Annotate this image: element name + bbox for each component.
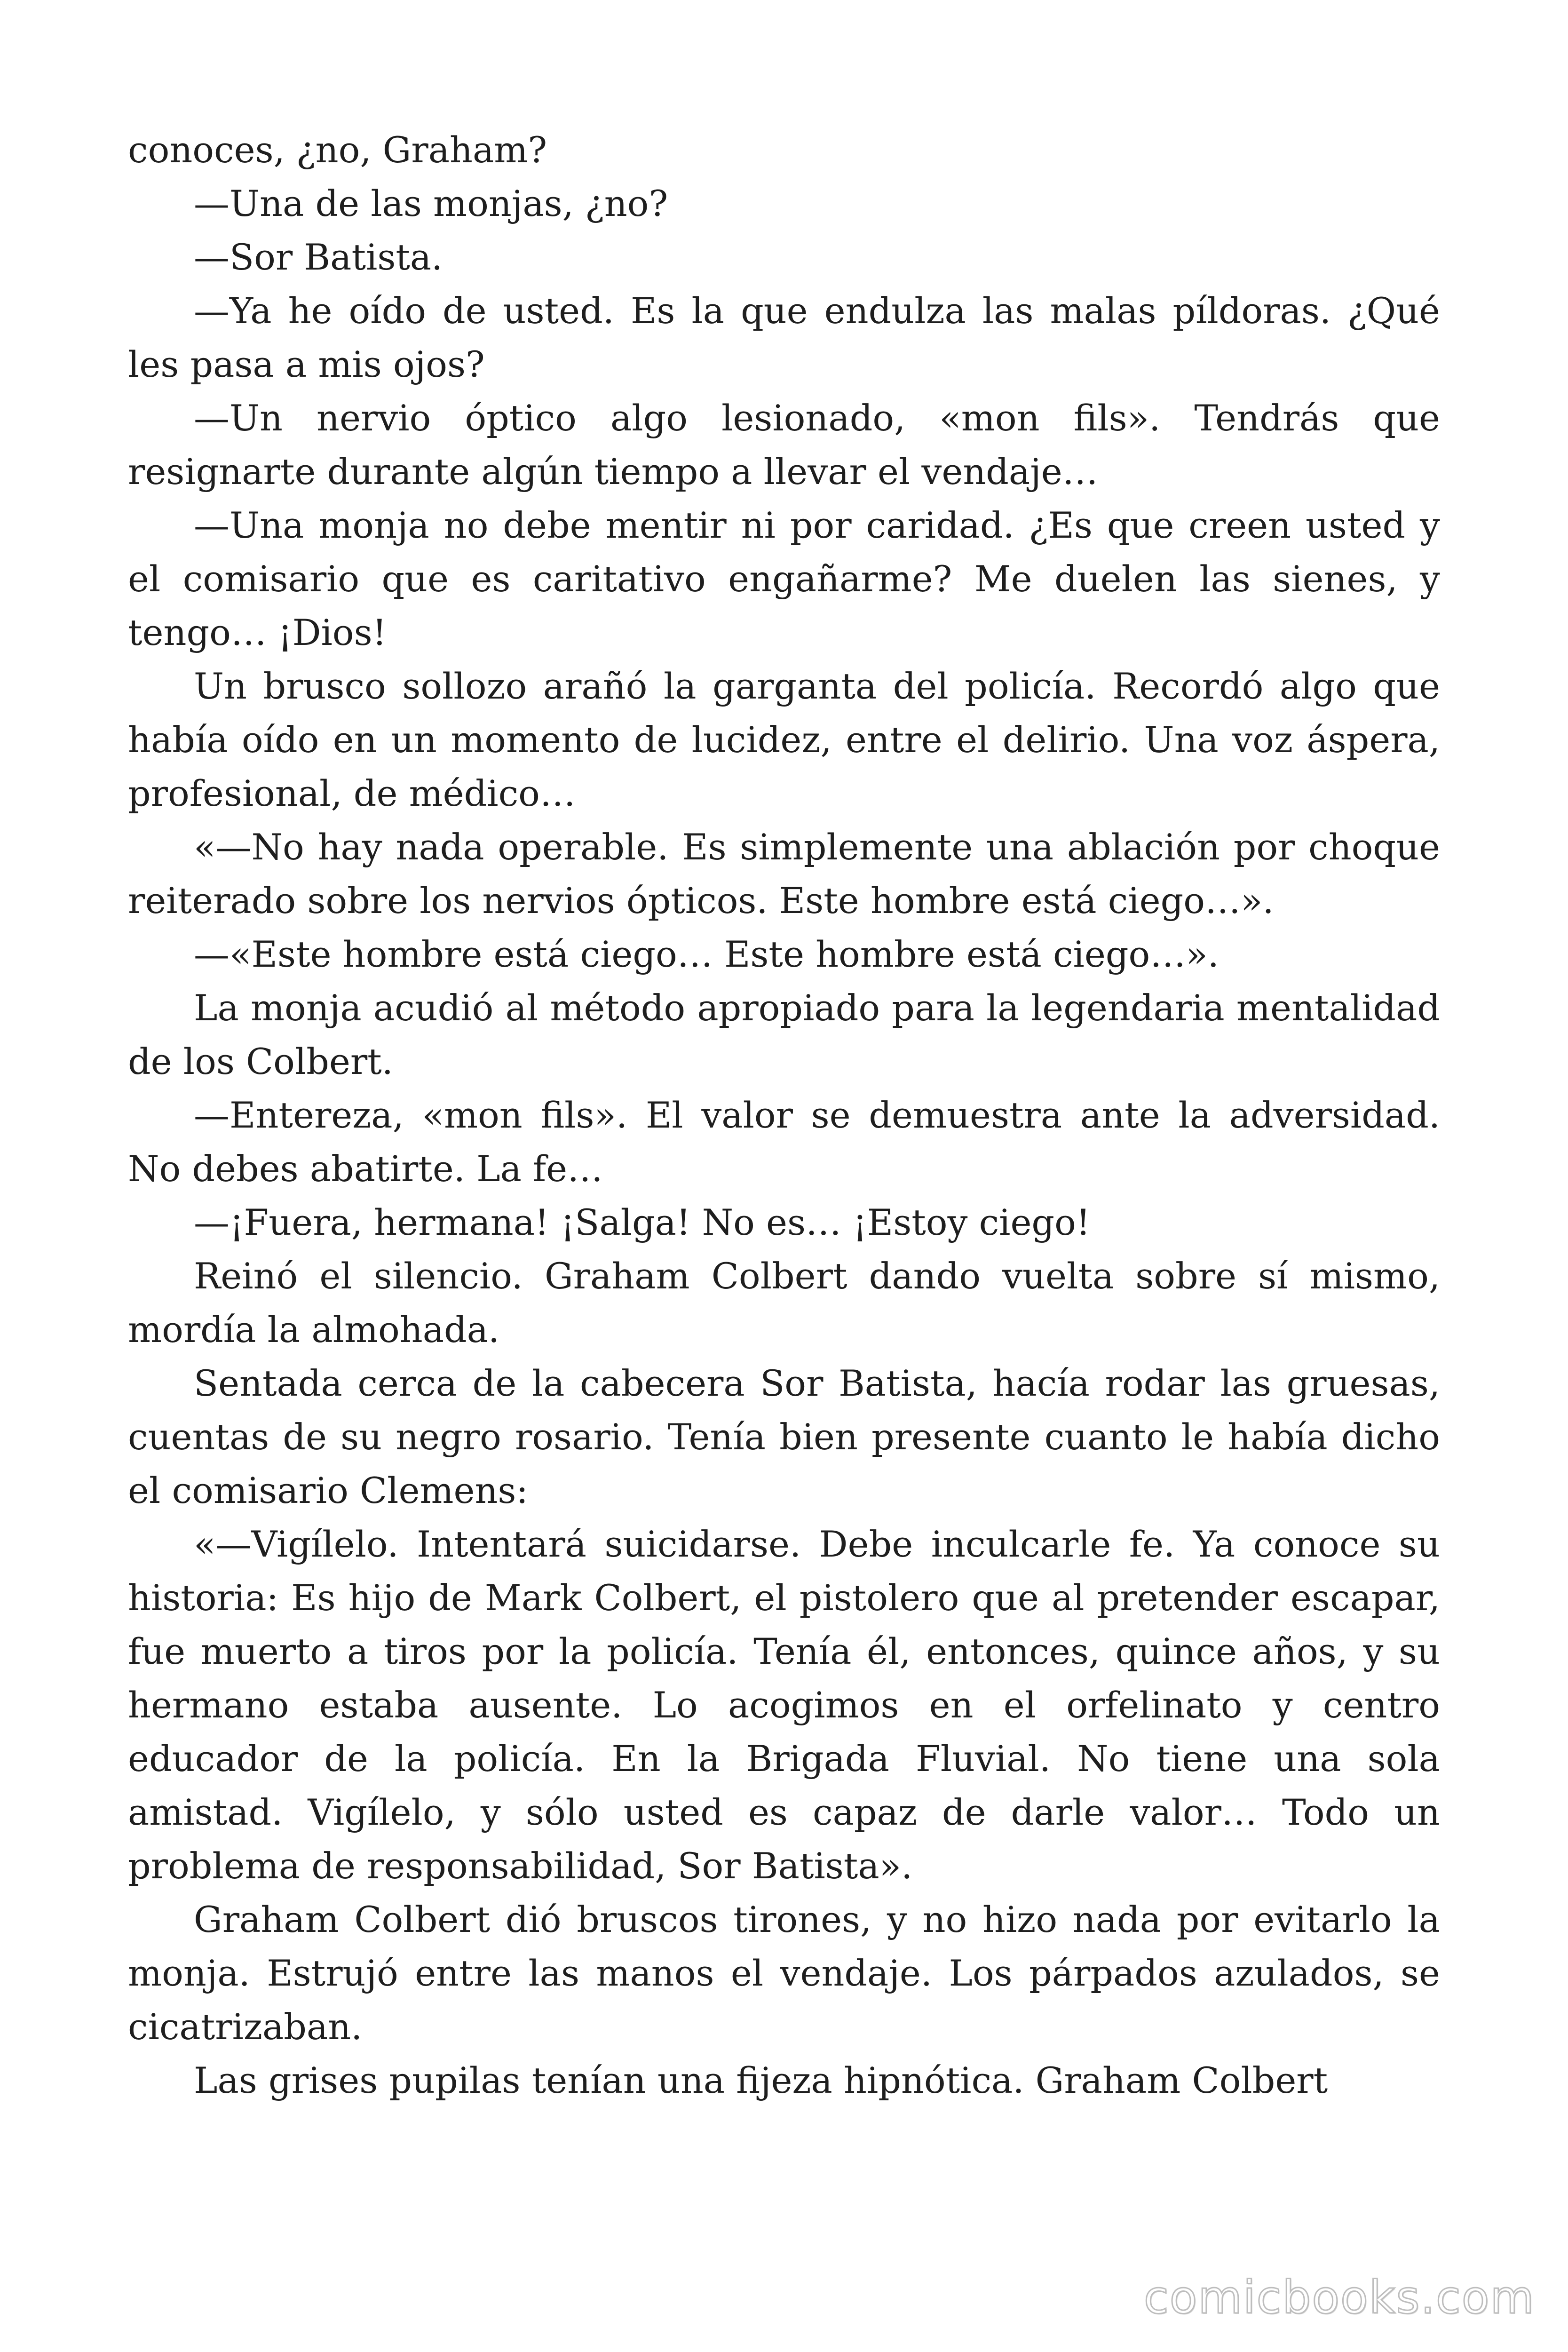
watermark-logo: comicbooks.com: [1143, 2271, 1535, 2324]
paragraph: Reinó el silencio. Graham Colbert dando vuelta sobre sí mismo, mordía la almohada.: [128, 1255, 1440, 1351]
paragraph: —Entereza, «mon fils». El valor se demuestra ante la adversidad. No debes abatirte. La fe…: [128, 1094, 1440, 1190]
paragraph: —Sor Batista.: [194, 236, 443, 278]
paragraph: Las grises pupilas tenían una fijeza hipnótica. Graham Colbert: [194, 2059, 1328, 2101]
paragraph: —Una de las monjas, ¿no?: [194, 183, 668, 224]
paragraph: —Un nervio óptico algo lesionado, «mon fils». Tendrás que resignarte durante algún tiempo a llevar el vendaje…: [128, 397, 1440, 493]
paragraph: —Ya he oído de usted. Es la que endulza las malas píldoras. ¿Qué les pasa a mis ojos?: [128, 290, 1440, 385]
paragraph: La monja acudió al método apropiado para la legendaria mentalidad de los Colbert.: [128, 987, 1440, 1082]
paragraph: «—Vigílelo. Intentará suicidarse. Debe inculcarle fe. Ya conoce su historia: Es hijo de Mark Colbert, el pistolero que al pretender escapar, fue muerto a tiros por la policía. Tenía él, entonces, quince años, y su hermano estaba ausente. Lo acogimos en el orfelinato y centro educador de la policía. En la Brigada Fluvial. No tiene una sola amistad. Vigílelo, y sólo usted es capaz de darle valor… Todo un problema de responsabilidad, Sor Batista».: [128, 1523, 1440, 1887]
book-page-text: [128, 123, 1440, 2107]
paragraph: «—No hay nada operable. Es simplemente una ablación por choque reiterado sobre los nervios ópticos. Este hombre está ciego…».: [128, 826, 1440, 922]
paragraph: conoces, ¿no, Graham?: [128, 129, 547, 171]
paragraph: —¡Fuera, hermana! ¡Salga! No es… ¡Estoy ciego!: [194, 1201, 1091, 1243]
paragraph: Sentada cerca de la cabecera Sor Batista, hacía rodar las gruesas, cuentas de su negro rosario. Tenía bien presente cuanto le había dicho el comisario Clemens:: [128, 1362, 1440, 1511]
paragraph: Un brusco sollozo arañó la garganta del policía. Recordó algo que había oído en un momento de lucidez, entre el delirio. Una voz áspera, profesional, de médico…: [128, 665, 1440, 814]
paragraph: —Una monja no debe mentir ni por caridad. ¿Es que creen usted y el comisario que es caritativo engañarme? Me duelen las sienes, y tengo… ¡Dios!: [128, 504, 1440, 653]
paragraph: Graham Colbert dió bruscos tirones, y no hizo nada por evitarlo la monja. Estrujó entre las manos el vendaje. Los párpados azulados, se cicatrizaban.: [128, 1899, 1440, 2048]
paragraph: —«Este hombre está ciego… Este hombre está ciego…».: [194, 933, 1219, 975]
